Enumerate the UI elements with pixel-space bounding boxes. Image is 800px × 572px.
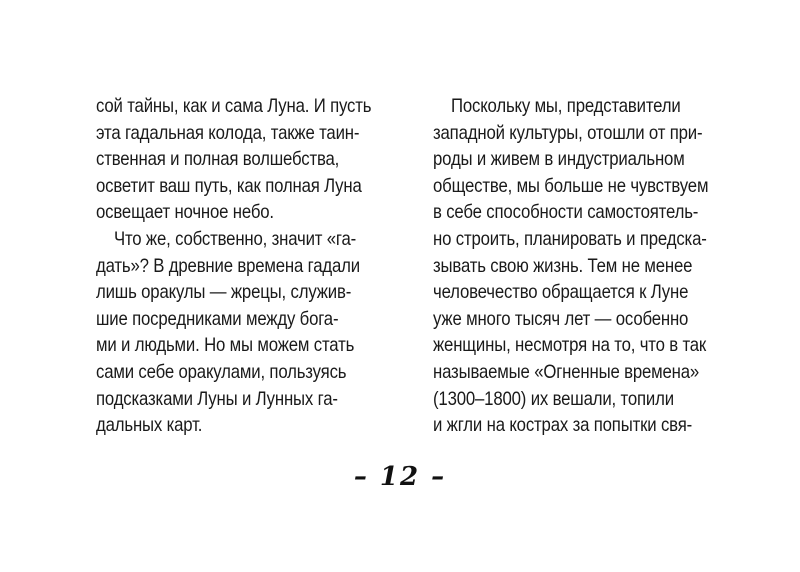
text-line: дать»? В древние времена гадали [96,254,360,277]
text-line: роды и живем в индустриальном [433,148,685,171]
text-line: и жгли на кострах за попытки свя- [433,414,693,437]
page-number: – 12 – [353,462,447,492]
text-line: ми и людьми. Но мы можем стать [96,334,355,357]
text-line: но строить, планировать и предска- [433,227,707,250]
text-line: в себе способности самостоятель- [433,201,699,224]
text-line: ственная и полная волшебства, [96,148,340,171]
text-line: женщины, несмотря на то, что в так [433,334,707,357]
text-line: называемые «Огненные времена» [433,360,700,383]
text-line: сой тайны, как и сама Луна. И пусть [96,95,372,117]
text-line: эта гадальная колода, также таин- [96,121,360,144]
text-line: дальных карт. [96,414,203,437]
text-column-right [433,93,743,439]
text-line: Поскольку мы, представители [433,95,681,117]
text-line: Что же, собственно, значит «га- [96,227,357,250]
text-line: сами себе оракулами, пользуясь [96,360,347,383]
text-line: (1300–1800) их вешали, топили [433,387,674,410]
text-line: лишь оракулы — жрецы, служив- [96,281,352,304]
text-line: человечество обращается к Луне [433,281,689,304]
text-line: зывать свою жизнь. Тем не менее [433,254,693,277]
text-line: подсказками Луны и Лунных га- [96,387,338,410]
text-column-left [96,93,410,439]
text-line: западной культуры, отошли от при- [433,121,703,144]
text-line: шие посредниками между бога- [96,307,339,330]
text-line: освещает ночное небо. [96,201,274,224]
text-line: уже много тысяч лет — особенно [433,307,689,330]
text-line: обществе, мы больше не чувствуем [433,174,709,197]
text-line: осветит ваш путь, как полная Луна [96,174,362,197]
